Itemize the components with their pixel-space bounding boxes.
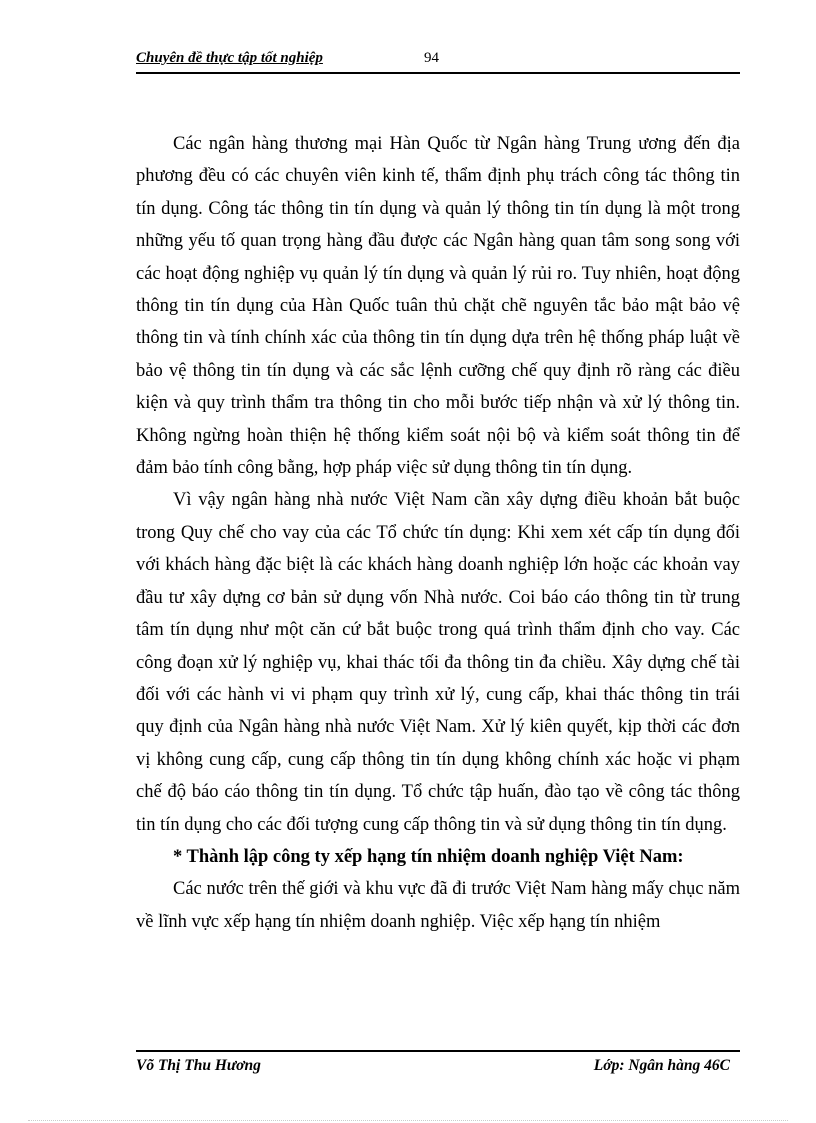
paragraph: Các nước trên thế giới và khu vực đã đi trước Việt Nam hàng mấy chục năm về lĩnh vực xếp hạng tín nhiệm doanh nghiệp. Việc xếp hạng tín nhiệm (136, 879, 740, 932)
class-label: Lớp: Ngân hàng 46C (593, 1057, 730, 1074)
document-title: Chuyên đề thực tập tốt nghiệp (136, 50, 323, 66)
paragraph: Vì vậy ngân hàng nhà nước Việt Nam cần xây dựng điều khoản bắt buộc trong Quy chế cho vay của các Tổ chức tín dụng: Khi xem xét cấp tín dụng đối với khách hàng đặc biệt là các khách hàng doanh nghiệp lớn hoặc các khoản vay đầu tư xây dựng cơ bản sử dụng vốn Nhà nước. Coi báo cáo thông tin từ trung tâm tín dụng như một căn cứ bắt buộc trong quá trình thẩm định cho vay. Các công đoạn xử lý nghiệp vụ, khai thác tối đa thông tin đa chiều. Xây dựng chế tài đối với các hành vi vi phạm quy trình xử lý, cung cấp, khai thác thông tin trái quy định của Ngân hàng nhà nước Việt Nam. Xử lý kiên quyết, kịp thời các đơn vị không cung cấp, cung cấp thông tin tín dụng không chính xác hoặc vi phạm chế độ báo cáo thông tin tín dụng. Tổ chức tập huấn, đào tạo về công tác thông tin tín dụng cho các đối tượng cung cấp thông tin và sử dụng thông tin tín dụng. (136, 490, 740, 835)
page-number: 94 (424, 50, 439, 66)
page-footer (136, 1050, 740, 1078)
section-heading: * Thành lập công ty xếp hạng tín nhiệm doanh nghiệp Việt Nam: (173, 846, 684, 867)
document-body (136, 128, 740, 938)
page-edge-divider (28, 1120, 788, 1121)
page-header (136, 50, 740, 74)
author-name: Võ Thị Thu Hương (136, 1057, 261, 1074)
paragraph: Các ngân hàng thương mại Hàn Quốc từ Ngân hàng Trung ương đến địa phương đều có các chuyên viên kinh tế, thẩm định phụ trách công tác thông tin tín dụng. Công tác thông tin tín dụng và quản lý thông tin tín dụng là một trong những yếu tố quan trọng hàng đầu được các Ngân hàng quan tâm song song với các hoạt động nghiệp vụ quản lý tín dụng và quản lý rủi ro. Tuy nhiên, hoạt động thông tin tín dụng của Hàn Quốc tuân thủ chặt chẽ nguyên tắc bảo mật bảo vệ thông tin và tính chính xác của thông tin tín dụng dựa trên hệ thống pháp luật về bảo vệ thông tin tín dụng và các sắc lệnh cưỡng chế quy định rõ ràng các điều kiện và quy trình thẩm tra thông tin cho mỗi bước tiếp nhận và xử lý thông tin. Không ngừng hoàn thiện hệ thống kiểm soát nội bộ và kiểm soát thông tin để đảm bảo tính công bằng, hợp pháp việc sử dụng thông tin tín dụng. (136, 134, 740, 479)
